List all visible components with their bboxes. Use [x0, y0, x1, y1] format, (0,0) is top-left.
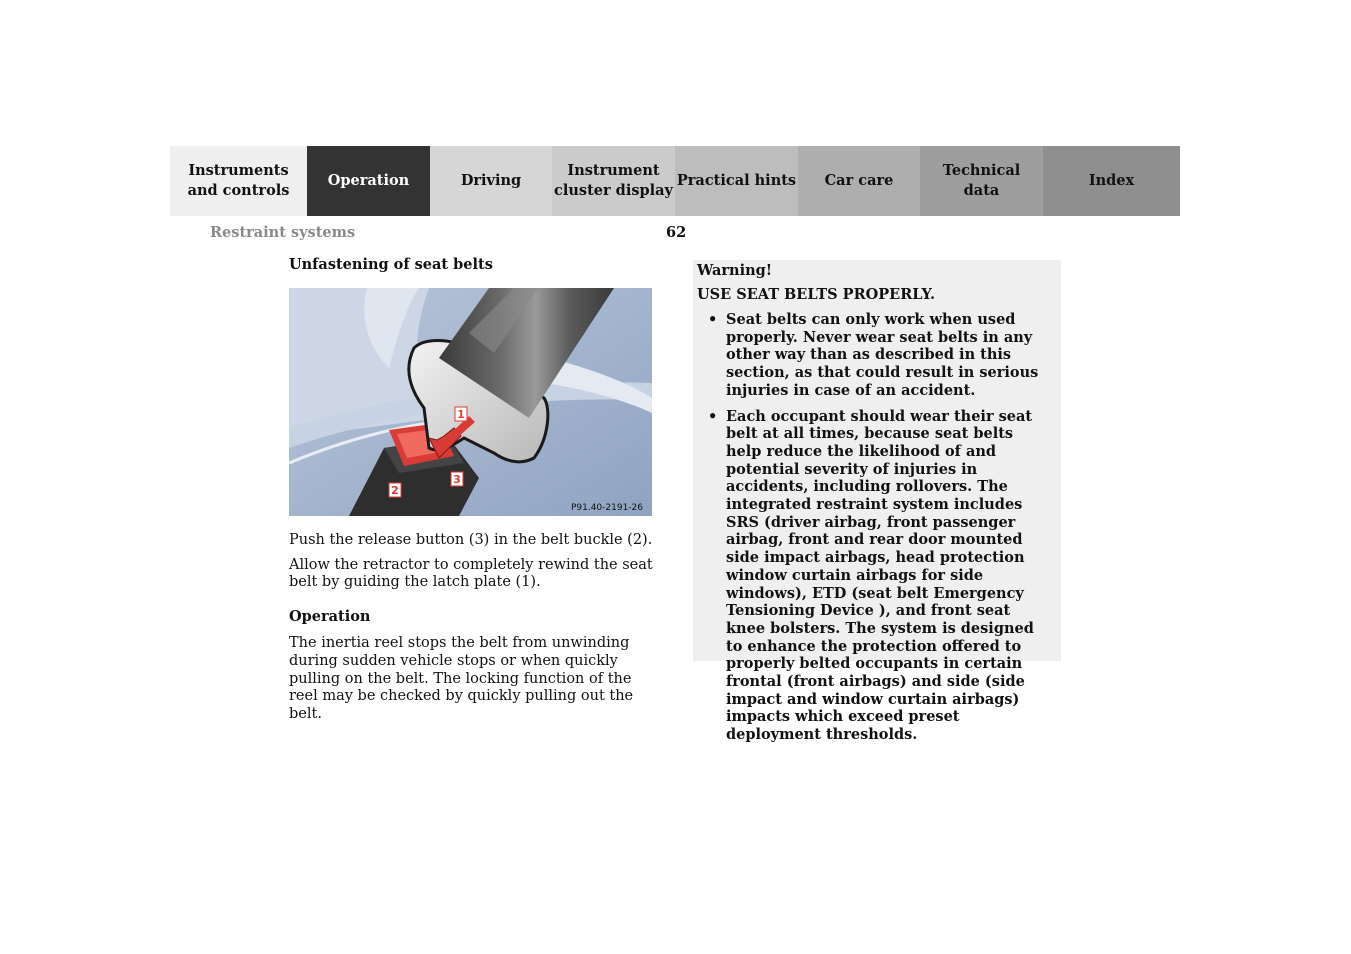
heading-unfastening: Unfastening of seat belts: [289, 256, 493, 273]
callout-2: [389, 483, 401, 497]
figure-code: P91.40-2191-26: [570, 503, 643, 513]
left-column: [289, 256, 659, 274]
tab-operation[interactable]: Operation: [307, 146, 430, 216]
page-number: 62: [666, 224, 687, 241]
warning-box: [693, 260, 1061, 744]
warning-title: Warning!: [697, 262, 773, 279]
body-text: [289, 532, 659, 724]
section-title: Restraint systems: [210, 224, 356, 241]
warning-subtitle: USE SEAT BELTS PROPERLY.: [697, 286, 936, 303]
svg-text:1: 1: [457, 408, 465, 421]
para-allow-retractor: Allow the retractor to completely rewind the seat belt by guiding the latch plate (1).: [289, 556, 653, 591]
warning-bullet: • Each occupant should wear their seat belt at all times, because seat belts help reduce the likelihood of and potential severity of injuries in accidents, including rollovers. The integrated restraint system includes SRS (driver airbag, front passenger airbag, front and rear door mounted side impact airbags, head protection window curtain airbags for side windows), ETD (seat belt Emergency Tensioning Device ), and front seat knee bolsters. The system is designed to enhance the protection offered to properly belted occupants in certain frontal (front airbags) and side (side impact and window curtain airbags) impacts which exceed preset deployment thresholds.: [697, 408, 1053, 744]
seat-belt-illustration: [289, 288, 652, 516]
callout-3: [451, 472, 463, 486]
tab-practical-hints[interactable]: Practical hints: [675, 146, 798, 216]
tab-index[interactable]: Index: [1043, 146, 1180, 216]
tab-driving[interactable]: Driving: [430, 146, 552, 216]
para-push-release: Push the release button (3) in the belt buckle (2).: [289, 532, 653, 548]
warning-bullet: • Seat belts can only work when used properly. Never wear seat belts in any other way than as described in this section, as that could result in serious injuries in case of an accident.: [697, 311, 1053, 400]
svg-text:2: 2: [391, 484, 399, 497]
tab-car-care[interactable]: Car care: [798, 146, 920, 216]
callout-1: [455, 407, 467, 421]
tab-instrument-cluster-display[interactable]: Instrument cluster display: [552, 146, 675, 216]
svg-text:3: 3: [453, 473, 461, 486]
para-inertia-reel: The inertia reel stops the belt from unwinding during sudden vehicle stops or when quickly pulling on the belt. The locking function of the reel may be checked by quickly pulling out the belt.: [289, 635, 634, 722]
tab-technical-data[interactable]: Technical data: [920, 146, 1043, 216]
warning-list: [697, 311, 1053, 744]
heading-operation: Operation: [289, 608, 371, 626]
tab-instruments-and-controls[interactable]: Instruments and controls: [170, 146, 307, 216]
chapter-nav: [170, 146, 1180, 216]
